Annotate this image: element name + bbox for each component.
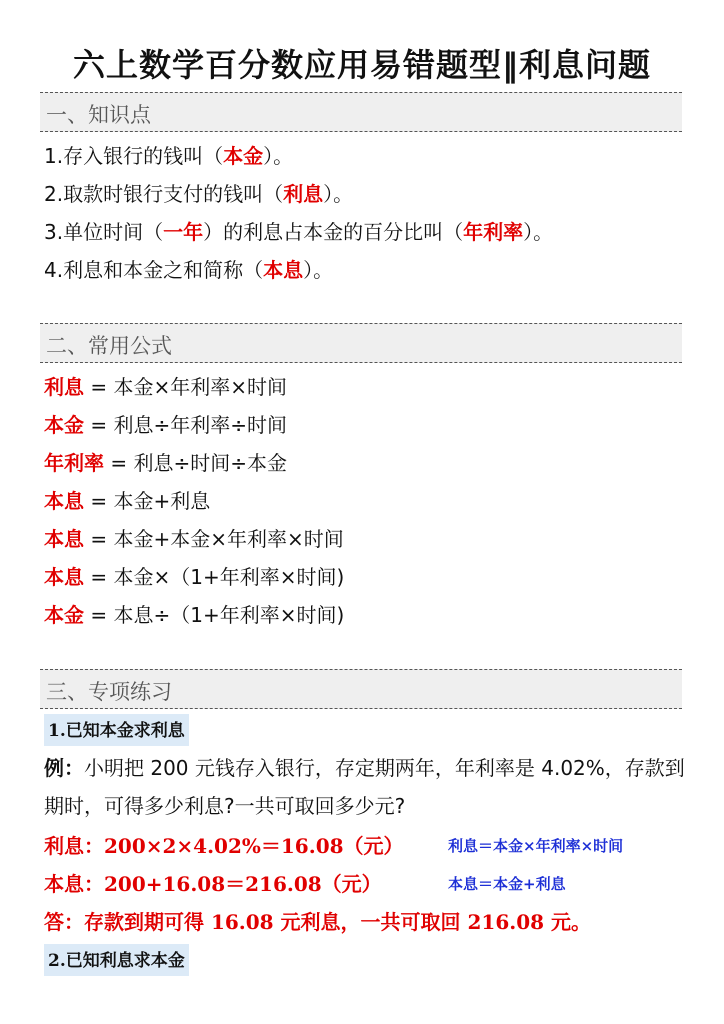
answer-line: 答：存款到期可得 16.08 元利息，一共可取回 216.08 元。 (44, 910, 592, 934)
section-knowledge-header (40, 92, 682, 132)
term-interest: 利息 (283, 182, 324, 206)
example-text: 小明把 200 元钱存入银行，存定期两年，年利率是 4.02%，存款到期时，可得多少利息?一共可取回多少元? (44, 756, 685, 818)
calc-principal-interest: 本息：200+16.08＝216.08（元） (44, 872, 382, 896)
subheading-principal-to-interest: 1.已知本金求利息 (44, 714, 189, 746)
term-annual-rate: 年利率 (463, 220, 524, 244)
section-formulas-header (40, 323, 682, 363)
term-principal-interest: 本息 (263, 258, 304, 282)
formula-row: 本息 = 本金+利息 (44, 489, 211, 513)
section-heading: 三、专项练习 (46, 680, 172, 704)
knowledge-item-3: 3.单位时间（一年）的利息占本金的百分比叫（年利率）。 (44, 220, 554, 244)
formula-row: 本金 = 利息÷年利率÷时间 (44, 413, 287, 437)
section-heading: 一、知识点 (46, 103, 151, 127)
formula-row: 本息 = 本金+本金×年利率×时间 (44, 527, 344, 551)
note-principal-interest-formula: 本息＝本金+利息 (448, 875, 566, 893)
page-title: 六上数学百分数应用易错题型‖利息问题 (72, 46, 651, 84)
note-interest-formula: 利息＝本金×年利率×时间 (448, 837, 624, 855)
subheading-interest-to-principal: 2.已知利息求本金 (44, 944, 189, 976)
section-heading: 二、常用公式 (46, 334, 172, 358)
example-label: 例： (44, 756, 84, 780)
formula-row: 本息 = 本金×（1+年利率×时间) (44, 565, 345, 589)
formula-row: 本金 = 本息÷（1+年利率×时间) (44, 603, 345, 627)
knowledge-item-1: 1.存入银行的钱叫（本金）。 (44, 144, 294, 168)
section-practice-header (40, 669, 682, 709)
term-principal: 本金 (223, 144, 264, 168)
knowledge-item-4: 4.利息和本金之和简称（本息）。 (44, 258, 334, 282)
calc-interest: 利息：200×2×4.02%＝16.08（元） (44, 834, 404, 858)
formula-row: 利息 = 本金×年利率×时间 (44, 375, 287, 399)
example-problem (44, 749, 690, 825)
term-one-year: 一年 (163, 220, 204, 244)
formula-row: 年利率 = 利息÷时间÷本金 (44, 451, 287, 475)
knowledge-item-2: 2.取款时银行支付的钱叫（利息）。 (44, 182, 354, 206)
